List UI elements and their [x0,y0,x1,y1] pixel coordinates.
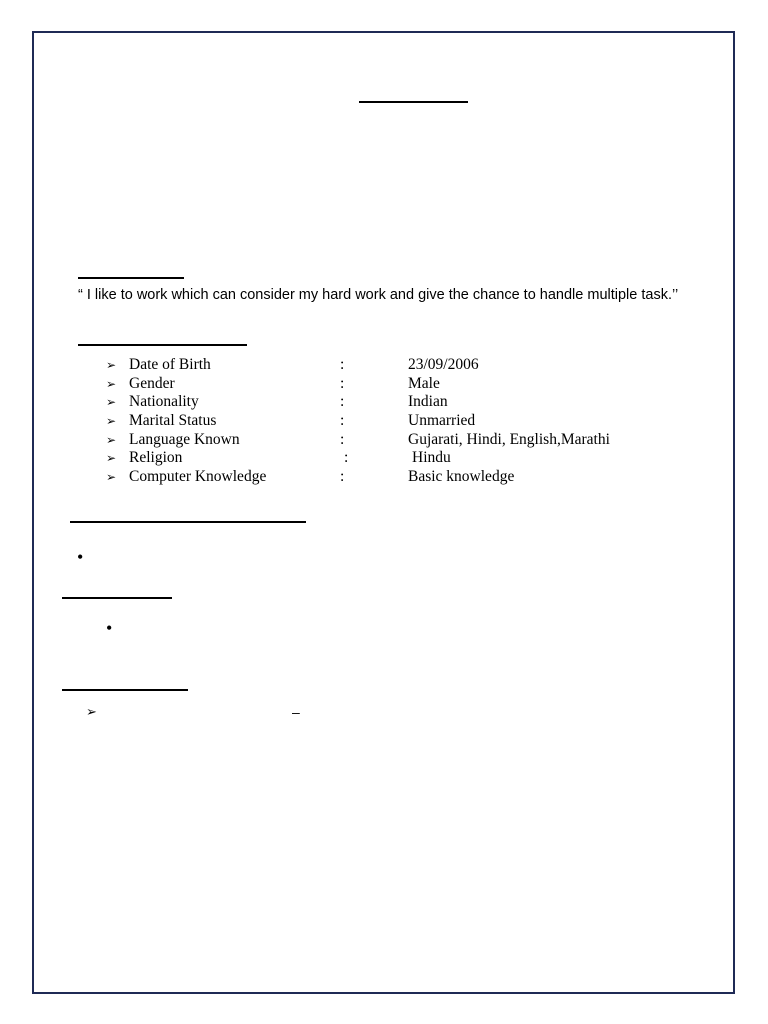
title-underline [359,101,468,103]
detail-label: Religion [129,449,183,467]
bullet-icon: • [77,547,84,567]
detail-row-nationality [106,393,666,412]
detail-value: Indian [408,393,448,411]
detail-value: Basic knowledge [408,468,515,486]
detail-row-date-of-birth [106,356,666,375]
detail-label: Computer Knowledge [129,468,267,486]
detail-value: Gujarati, Hindi, English,Marathi [408,430,610,448]
detail-value: Male [408,374,440,392]
detail-value: 23/09/2006 [408,356,479,373]
arrow-bullet-icon: ➢ [106,451,117,466]
detail-value: Unmarried [408,412,476,430]
personal-details-heading-underline [78,344,247,346]
detail-label: Gender [129,374,175,392]
arrow-bullet-icon: ➢ [106,414,117,429]
detail-colon: : [340,374,345,392]
bullet-icon: • [106,618,113,638]
page-border [32,31,735,994]
objective-heading-underline [78,277,184,279]
arrow-bullet-icon: ➢ [106,395,117,410]
personal-details-list [106,356,666,487]
dash-separator: – [292,704,300,720]
arrow-bullet-icon: ➢ [86,704,97,719]
detail-colon: : [344,449,349,467]
detail-row-gender [106,375,666,394]
detail-row-computer-knowledge [106,468,666,487]
detail-label: Marital Status [129,412,217,430]
detail-colon: : [340,468,345,486]
section-heading-underline [62,689,188,691]
objective-text: “ I like to work which can consider my hard work and give the chance to handle multiple task.’’ [78,287,679,303]
detail-row-religion [106,449,666,468]
detail-label: Language Known [129,430,240,448]
detail-row-language-known [106,431,666,450]
detail-colon: : [340,430,345,448]
section-heading-underline [62,597,172,599]
detail-colon: : [340,356,345,373]
detail-label: Nationality [129,393,199,411]
detail-value: Hindu [412,449,451,467]
detail-colon: : [340,412,345,430]
arrow-bullet-icon: ➢ [106,358,117,372]
arrow-bullet-icon: ➢ [106,376,117,391]
detail-label: Date of Birth [129,356,211,373]
detail-colon: : [340,393,345,411]
arrow-bullet-icon: ➢ [106,470,117,485]
arrow-bullet-icon: ➢ [106,432,117,447]
section-heading-underline [70,521,306,523]
detail-row-marital-status [106,412,666,431]
